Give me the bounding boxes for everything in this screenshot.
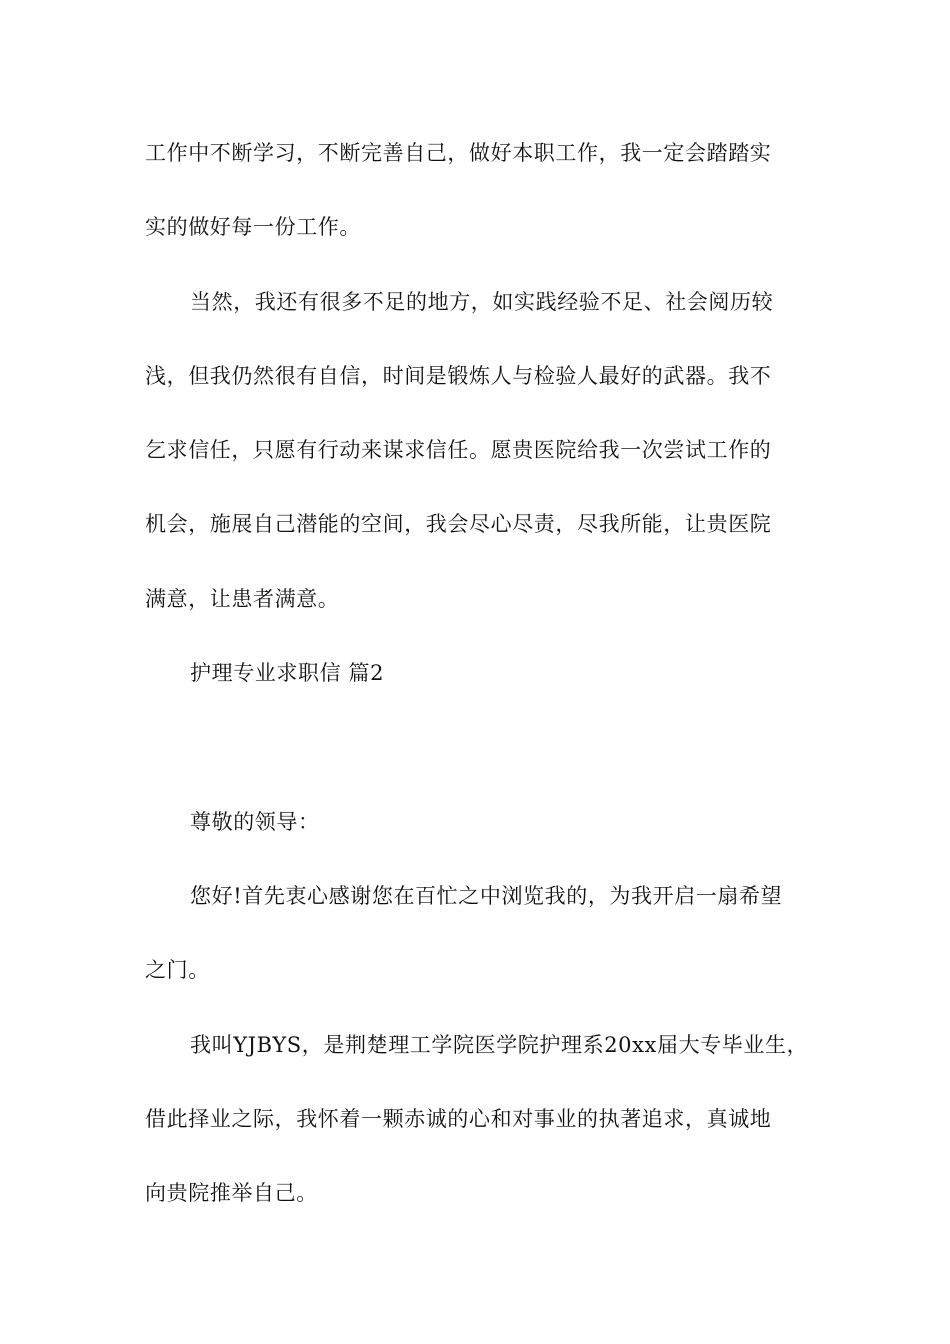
text-line: 实的做好每一份工作。 bbox=[145, 215, 361, 239]
text-line: 满意，让患者满意。 bbox=[145, 587, 340, 611]
text-line: 工作中不断学习，不断完善自己，做好本职工作，我一定会踏踏实 bbox=[145, 141, 772, 165]
text-line: 浅，但我仍然很有自信，时间是锻炼人与检验人最好的武器。我不 bbox=[145, 364, 772, 388]
paragraph-start-line: 当然，我还有很多不足的地方，如实践经验不足、社会阅历较 bbox=[190, 290, 774, 314]
salutation: 尊敬的领导： bbox=[190, 810, 320, 834]
section-heading: 护理专业求职信 篇2 bbox=[190, 661, 385, 685]
text-line: 向贵院推举自己。 bbox=[145, 1181, 318, 1205]
text-line: 乞求信任，只愿有行动来谋求信任。愿贵医院给我一次尝试工作的 bbox=[145, 438, 772, 462]
paragraph-start-line: 您好!首先衷心感谢您在百忙之中浏览我的，为我开启一扇希望 bbox=[190, 884, 783, 908]
text-line: 借此择业之际，我怀着一颗赤诚的心和对事业的执著追求，真诚地 bbox=[145, 1107, 772, 1131]
text-line: 机会，施展自己潜能的空间，我会尽心尽责，尽我所能，让贵医院 bbox=[145, 512, 772, 536]
text-line: 之门。 bbox=[145, 958, 210, 982]
paragraph-start-line: 我叫YJBYS，是荆楚理工学院医学院护理系20xx届大专毕业生， bbox=[190, 1033, 809, 1057]
